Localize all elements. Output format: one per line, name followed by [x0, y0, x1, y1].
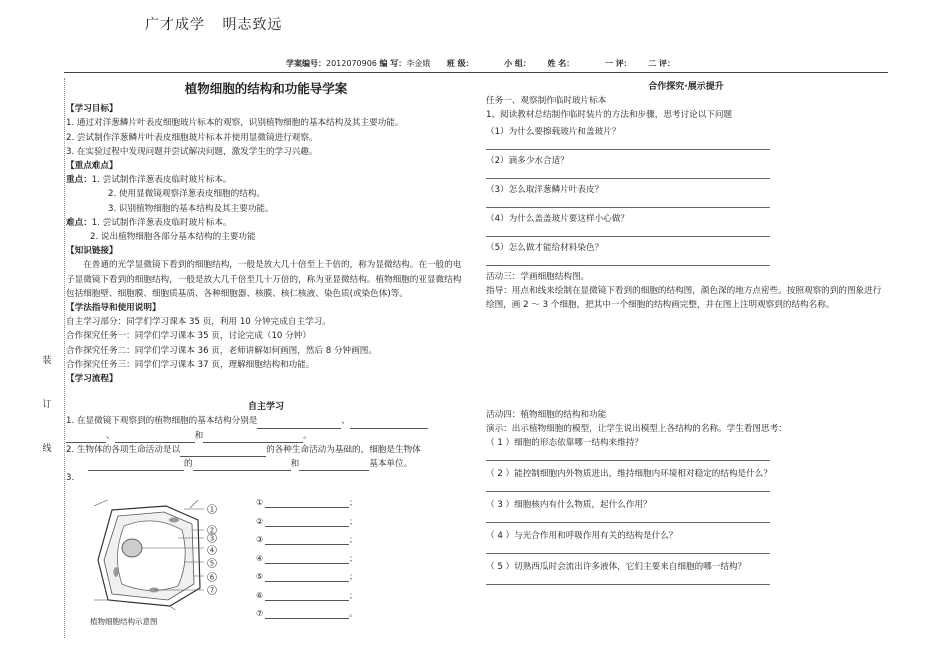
svg-text:6: 6	[209, 573, 215, 582]
key-item: 1. 尝试制作洋葱表皮临时玻片标本。	[91, 175, 232, 186]
activity-4-question: （ 3 ）细胞核内有什么物质，起什么作用？	[486, 500, 652, 510]
fill-number: ③	[256, 535, 264, 544]
nucleus	[122, 539, 142, 557]
task-1-question: （5）怎么做才能给材料染色？	[486, 243, 604, 253]
goal-item: 3. 在实验过程中发现问题并尝试解决问题，激发学生的学习兴趣。	[66, 146, 318, 157]
task-1-title: 任务一、观察制作临时玻片标本	[486, 96, 607, 106]
class-field: 班 级：	[446, 59, 474, 68]
activity-3-title: 活动三：学画细胞结构图。	[486, 272, 590, 282]
activity-4-text: 演示：出示植物细胞的模型，让学生说出模型上各结构的名称。学生看图思考：	[486, 424, 787, 434]
binding-char-2: 订	[42, 400, 52, 410]
page-title: 植物细胞的结构和功能导学案	[184, 81, 348, 96]
question-1: 1. 在显微镜下观察到的植物细胞的基本结构分别是	[66, 416, 258, 427]
school-slogan	[145, 14, 282, 34]
fill-item: ④ ；	[256, 553, 358, 563]
activity-4-question: （ 1 ）细胞的形态依靠哪一结构来维持？	[486, 438, 644, 448]
activity-4-question: （ 4 ）与光合作用和呼吸作用有关的结构是什么？	[486, 531, 678, 541]
goal-item: 2. 尝试制作洋葱鳞片叶表皮细胞玻片标本并使用显微镜进行观察。	[66, 132, 318, 143]
fill-number: ④	[256, 553, 264, 563]
question-1-and: 和	[194, 430, 204, 441]
left-column: 植物细胞的结构和功能导学案 【学习目标】 1. 通过对洋葱鳞片叶表皮细胞玻片标本的观察，识别植物细胞的基本结构及其主要功能。 2. 尝试制作洋葱鳞片叶表皮细胞玻片标本并使用显微镜进行观察。 3. 在实验过程中发现问题并尝试解决问题，激发学生的学习兴趣。 【重点难点】 重点：1. 尝试制作洋葱表皮临时玻片标本。 2. 使用显微镜观察洋葱表皮细胞的结构。 3. 识别植物细胞的基本结构及其主要功能。 难点：1. 尝试制作洋葱表皮临时玻片标本。 2. 说出植物细胞各部分基本结构的主要功能 【知识链接】 在普通的光学显微镜下看到的细胞结构，一般是放大几十倍至上千倍的，称为显微结构。在一般的电子显微镜下看到的细胞结构，一般是放大几千倍至几十万倍的，称为亚显微结构。植物细胞的亚显微结构包括细胞壁、细胞膜、细胞质基质、各种细胞器、核膜、核仁核液、染色质(或染色体)等。 【学法指导和使用说明】 自主学习部分：同学们学习课本 35 页，利用 10 分钟完成自主学习。 合作探究任务一：同学们学习课本 35 页，讨论完成（10 分钟） 合作探究任务二：同学们学习课本 36 页，老师讲解如何画图，然后 8 分钟画图。 合作探究任务三：同学们学习课本 37 页，理解细胞结构和功能。 【学习流程】 自主学习 1. 在显微镜下观察到的植物细胞的基本结构分别是 、 、 和 。 2. 生物体的各项生命活动是以 的各种生命活动为基础的，细胞是生物体 的 和 基本单位。 3.	[66, 80, 466, 485]
task-1-question: （3）怎么取洋葱鳞片叶表皮？	[486, 185, 604, 195]
fill-item: ⑤ ；	[256, 572, 358, 581]
link-paragraph: 在普通的光学显微镜下看到的细胞结构，一般是放大几十倍至上千倍的，称为显微结构。在一般的电子显微镜下看到的细胞结构，一般是放大几千倍至几十万倍的，称为亚显微结构。植物细胞的亚显微结构包括细胞壁、细胞膜、细胞质基质、各种细胞器、核膜、核仁核液、染色质(或染色体)等。	[66, 260, 462, 299]
svg-text:4: 4	[209, 546, 215, 555]
name-field: 姓 名：	[547, 59, 575, 68]
answer-line[interactable]	[486, 228, 770, 237]
binding-char-1: 装	[42, 356, 52, 366]
question-2-and: 和	[290, 459, 300, 470]
question-2: 2. 生物体的各项生命活动是以	[66, 444, 181, 455]
goal-item: 1. 通过对洋葱鳞片叶表皮细胞玻片标本的观察，识别植物细胞的基本结构及其主要功能。	[66, 118, 404, 129]
fill-number: ①	[256, 498, 264, 507]
answer-blank[interactable]	[180, 446, 266, 457]
answer-line[interactable]	[486, 199, 770, 208]
activity-4-title: 活动四：植物细胞的结构和功能	[486, 410, 607, 420]
drawing-area[interactable]	[486, 312, 886, 408]
answer-line[interactable]	[486, 514, 770, 523]
answer-blank[interactable]	[115, 432, 195, 443]
flow-heading: 【学习流程】	[66, 374, 118, 385]
self-study-heading: 自主学习	[247, 402, 284, 413]
fill-number: ⑥	[256, 590, 264, 600]
fill-item: ② ；	[256, 516, 358, 526]
svg-text:7: 7	[209, 586, 215, 595]
fill-blank[interactable]	[265, 572, 349, 582]
structure-fill-list	[256, 497, 357, 627]
guide-heading: 【学法指导和使用说明】	[66, 303, 161, 314]
keys-heading: 【重点难点】	[66, 161, 118, 172]
answer-line[interactable]	[486, 257, 770, 266]
answer-line[interactable]	[486, 141, 770, 150]
answer-blank[interactable]	[66, 432, 106, 443]
fill-blank[interactable]	[265, 517, 349, 527]
key-label: 重点：	[66, 175, 92, 186]
activity-4-question: （ 2 ）能控制细胞内外物质进出，维持细胞内环境相对稳定的结构是什么？	[486, 469, 772, 479]
guide-item: 合作探究任务一：同学们学习课本 35 页，讨论完成（10 分钟）	[66, 331, 311, 342]
fill-item: ① ；	[256, 498, 358, 507]
task-1-question: （2）滴多少水合适？	[486, 156, 569, 166]
question-3: 3.	[66, 473, 75, 484]
answer-line[interactable]	[486, 170, 770, 179]
answer-blank[interactable]	[257, 418, 341, 429]
group-field: 小 组：	[504, 59, 531, 68]
svg-text:2: 2	[209, 526, 215, 535]
answer-blank[interactable]	[299, 460, 369, 471]
author-label: 编 写：	[379, 59, 407, 68]
difficulty-label: 难点：	[66, 217, 92, 228]
fill-blank[interactable]	[265, 609, 349, 619]
difficulty-item: 1. 尝试制作洋葱表皮临时玻片标本。	[91, 217, 232, 228]
fill-blank[interactable]	[265, 554, 349, 564]
key-item: 2. 使用显微镜观察洋葱表皮细胞的结构。	[108, 189, 266, 200]
key-item: 3. 识别植物细胞的基本结构及其主要功能。	[108, 203, 274, 214]
fill-number: ⑦	[256, 609, 264, 618]
answer-line[interactable]	[486, 545, 770, 554]
case-number: 2012070906	[326, 59, 377, 68]
answer-blank[interactable]	[203, 432, 303, 443]
difficulty-item: 2. 说出植物细胞各部分基本结构的主要功能	[90, 232, 256, 243]
answer-line[interactable]	[486, 576, 770, 585]
svg-text:5: 5	[209, 559, 215, 568]
fill-blank[interactable]	[265, 498, 349, 508]
cooperative-heading: 合作探究·展示提升	[648, 82, 724, 92]
binding-line	[64, 78, 65, 638]
answer-blank[interactable]	[350, 418, 428, 429]
chloroplast	[114, 567, 119, 577]
diagram-number-labels	[204, 500, 230, 610]
fill-item: ⑦ 。	[256, 609, 358, 618]
binding-char-3: 线	[42, 444, 52, 454]
author-name: 李金娥	[406, 59, 431, 68]
question-2-de: 的	[184, 459, 193, 470]
answer-line[interactable]	[486, 483, 770, 492]
plant-cell-diagram	[94, 500, 204, 610]
case-label: 学案编号：	[286, 59, 326, 68]
guide-item: 合作探究任务二：同学们学习课本 36 页，老师讲解如何画图，然后 8 分钟画图。	[66, 345, 377, 356]
eval2-field: 二 评：	[648, 59, 675, 68]
header-rule	[64, 72, 888, 73]
question-2-end: 基本单位。	[369, 459, 413, 470]
answer-blank[interactable]	[88, 460, 184, 471]
figure-caption: 植物细胞结构示意图	[90, 617, 158, 626]
task-1-question: （1）为什么要擦载玻片和盖玻片？	[486, 127, 621, 137]
fill-item: ⑥ ；	[256, 590, 358, 600]
fill-blank[interactable]	[265, 535, 349, 545]
task-1-intro: 1、阅读教材总结制作临时装片的方法和步骤，思考讨论以下问题	[486, 110, 733, 120]
svg-text:1: 1	[209, 505, 215, 514]
meta-line	[286, 58, 675, 69]
link-heading: 【知识链接】	[66, 246, 118, 257]
eval1-field: 一 评：	[604, 59, 632, 68]
goals-heading: 【学习目标】	[66, 104, 118, 115]
answer-line[interactable]	[486, 452, 770, 461]
fill-number: ⑤	[256, 572, 264, 581]
fill-item: ③ ；	[256, 535, 358, 544]
guide-item: 自主学习部分：同学们学习课本 35 页，利用 10 分钟完成自主学习。	[66, 317, 331, 328]
task-1-question: （4）为什么盖盖玻片要这样小心做？	[486, 214, 629, 224]
right-column	[486, 80, 886, 591]
slogan-part-b: 明志致远	[222, 17, 283, 33]
chloroplast	[169, 518, 179, 523]
answer-blank[interactable]	[193, 460, 291, 471]
svg-text:3: 3	[209, 534, 215, 543]
fill-number: ②	[256, 516, 264, 526]
fill-blank[interactable]	[265, 591, 349, 601]
guide-item: 合作探究任务三：同学们学习课本 37 页，理解细胞结构和功能。	[66, 359, 315, 370]
activity-3-text: 指导：用点和线来绘制在显微镜下看到的细胞的结构图，颜色深的地方点密些。按照观察的到的图象进行绘图，画 2 ～ 3 个细胞，把其中一个细胞的结构画完整，并在图上注明观察到的结构名称。	[486, 286, 882, 310]
question-2-mid: 的各种生命活动为基础的，细胞是生物体	[266, 444, 421, 455]
activity-4-question: （ 5 ）切熟西瓜时会流出许多液体，它们主要来自细胞的哪一结构？	[486, 562, 747, 572]
slogan-part-a: 广才成学	[145, 17, 205, 33]
